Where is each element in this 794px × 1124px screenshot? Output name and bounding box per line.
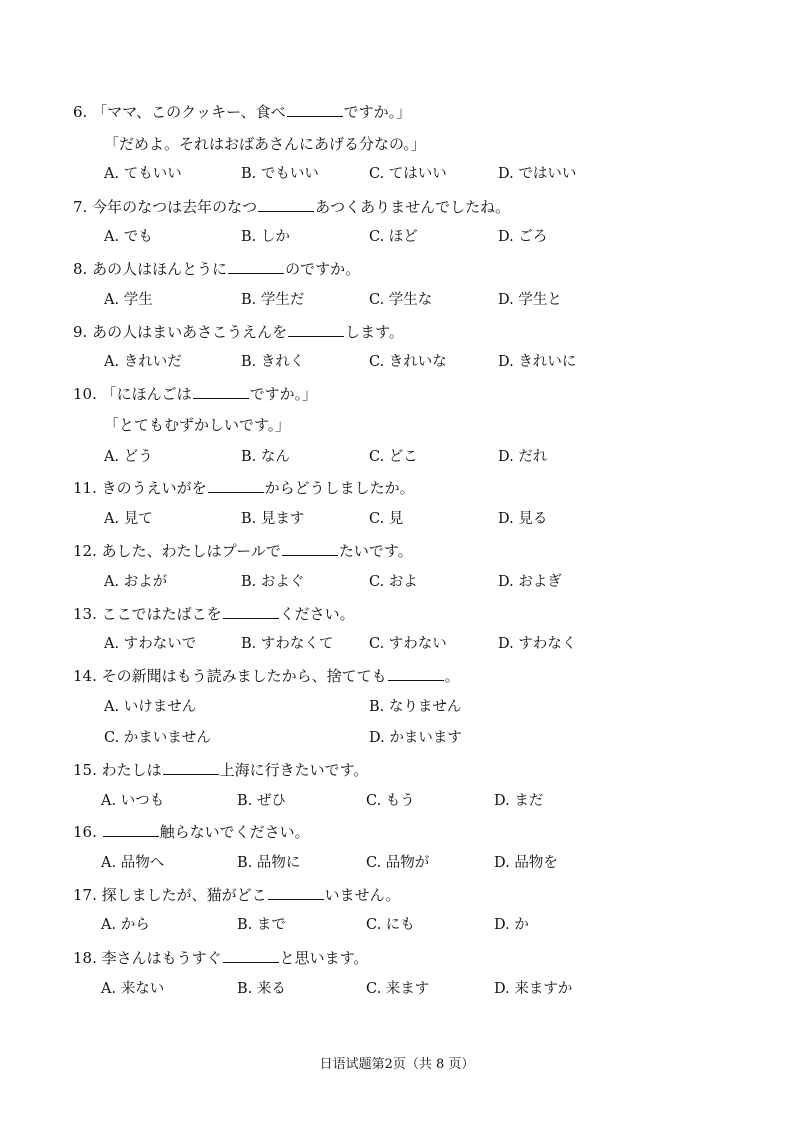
option-d[interactable]: D. およぎ — [498, 574, 562, 590]
option-b[interactable]: B. 品物に — [237, 855, 301, 871]
answer-blank[interactable] — [103, 822, 159, 837]
question-text: 16. — [73, 823, 102, 841]
question-text: あつくありませんでしたね。 — [315, 198, 511, 216]
option-c[interactable]: C. ほど — [369, 229, 418, 245]
answer-blank[interactable] — [223, 948, 279, 963]
question-text: 11. きのうえいがを — [73, 479, 207, 497]
question-13-line-1 — [73, 604, 355, 624]
question-text: と思います。 — [279, 949, 369, 967]
option-d[interactable]: D. 見る — [498, 511, 548, 527]
option-c[interactable]: C. 見 — [369, 511, 404, 527]
option-c[interactable]: C. にも — [366, 917, 415, 933]
option-a[interactable]: A. 見て — [104, 511, 153, 527]
answer-blank[interactable] — [282, 541, 338, 556]
question-18-line-1 — [73, 948, 368, 968]
question-text: 「だめよ。それはおばあさんにあげる分なの。」 — [104, 135, 426, 153]
answer-blank[interactable] — [288, 322, 344, 337]
question-17-line-1 — [73, 885, 401, 905]
answer-blank[interactable] — [208, 478, 264, 493]
question-8-line-1 — [73, 259, 360, 279]
page-footer: 日语试题第2页（共 8 页） — [319, 1057, 475, 1072]
option-a[interactable]: A. どう — [104, 449, 153, 465]
option-b[interactable]: B. しか — [241, 229, 290, 245]
question-6-line-2 — [104, 134, 426, 154]
question-16-line-1 — [73, 822, 310, 842]
question-text: たいです。 — [338, 542, 413, 560]
option-a[interactable]: A. きれいだ — [104, 354, 182, 370]
option-b[interactable]: B. なん — [241, 449, 290, 465]
question-9-line-1 — [73, 322, 404, 342]
option-a[interactable]: A. すわないで — [104, 636, 197, 652]
question-text: 17. 探しましたが、猫がどこ — [73, 886, 267, 904]
option-d[interactable]: D. 品物を — [494, 855, 558, 871]
option-c[interactable]: C. きれいな — [369, 354, 447, 370]
option-c[interactable]: C. およ — [369, 574, 418, 590]
question-10-line-1 — [73, 384, 317, 404]
question-text: 上海に行きたいです。 — [219, 761, 369, 779]
option-a[interactable]: A. 学生 — [104, 292, 153, 308]
option-d[interactable]: D. 来ますか — [494, 981, 573, 997]
question-text: 8. あの人はほんとうに — [73, 260, 228, 278]
option-b[interactable]: B. すわなくて — [241, 636, 334, 652]
option-d[interactable]: D. ごろ — [498, 229, 548, 245]
answer-blank[interactable] — [258, 197, 314, 212]
option-b[interactable]: B. ぜひ — [237, 793, 286, 809]
question-text: 14. その新聞はもう読みましたから、捨てても — [73, 667, 387, 685]
answer-blank[interactable] — [268, 885, 324, 900]
answer-blank[interactable] — [388, 666, 444, 681]
question-12-line-1 — [73, 541, 413, 561]
option-c[interactable]: C. もう — [366, 793, 415, 809]
question-text: 6. 「ママ、このクッキー、食べ — [73, 103, 286, 121]
question-7-line-1 — [73, 197, 510, 217]
question-text: 触らないでください。 — [159, 823, 310, 841]
answer-blank[interactable] — [287, 102, 343, 117]
answer-blank[interactable] — [228, 259, 284, 274]
question-text: します。 — [345, 323, 404, 341]
option-a[interactable]: A. いけません — [104, 699, 197, 715]
option-d[interactable]: D. まだ — [494, 793, 544, 809]
question-text: 9. あの人はまいあさこうえんを — [73, 323, 288, 341]
option-c[interactable]: C. 学生な — [369, 292, 433, 308]
question-text: 18. 李さんはもうすぐ — [73, 949, 222, 967]
option-d[interactable]: D. すわなく — [498, 636, 577, 652]
option-b[interactable]: B. なりません — [369, 699, 462, 715]
option-d[interactable]: D. 学生と — [498, 292, 562, 308]
question-text: 「とてもむずかしいです。」 — [104, 416, 291, 434]
option-a[interactable]: A. から — [101, 917, 150, 933]
option-a[interactable]: A. でも — [104, 229, 153, 245]
answer-blank[interactable] — [193, 384, 249, 399]
option-a[interactable]: A. 来ない — [101, 981, 165, 997]
option-c[interactable]: C. 品物が — [366, 855, 430, 871]
option-b[interactable]: B. まで — [237, 917, 286, 933]
option-b[interactable]: B. でもいい — [241, 166, 319, 182]
option-b[interactable]: B. きれく — [241, 354, 305, 370]
question-11-line-1 — [73, 478, 415, 498]
question-text: いません。 — [324, 886, 401, 904]
answer-blank[interactable] — [163, 760, 219, 775]
question-text: 12. あした、わたしはプールで — [73, 542, 281, 560]
option-a[interactable]: A. てもいい — [104, 166, 182, 182]
option-d[interactable]: D. きれいに — [498, 354, 577, 370]
question-text: 10. 「にほんごは — [73, 385, 192, 403]
option-d[interactable]: D. だれ — [498, 449, 548, 465]
question-text: 13. ここではたばこを — [73, 605, 222, 623]
question-14-line-1 — [73, 666, 460, 686]
question-text: のですか。 — [285, 260, 361, 278]
option-d[interactable]: D. ではいい — [498, 166, 577, 182]
question-text: ください。 — [279, 605, 355, 623]
option-b[interactable]: B. 見ます — [241, 511, 305, 527]
option-a[interactable]: A. いつも — [101, 793, 165, 809]
option-b[interactable]: B. 来る — [237, 981, 286, 997]
question-text: 。 — [444, 667, 460, 685]
option-c[interactable]: C. てはいい — [369, 166, 447, 182]
question-text: 7. 今年のなつは去年のなつ — [73, 198, 258, 216]
option-c[interactable]: C. かまいません — [104, 730, 211, 746]
option-c[interactable]: C. 来ます — [366, 981, 430, 997]
option-b[interactable]: B. およぐ — [241, 574, 305, 590]
question-text: ですか。」 — [249, 385, 318, 403]
answer-blank[interactable] — [223, 604, 279, 619]
option-c[interactable]: C. どこ — [369, 449, 418, 465]
question-text: ですか。」 — [343, 103, 412, 121]
option-b[interactable]: B. 学生だ — [241, 292, 305, 308]
question-6-line-1 — [73, 102, 411, 122]
question-10-line-2 — [104, 415, 290, 435]
option-d[interactable]: D. か — [494, 917, 529, 933]
option-d[interactable]: D. かまいます — [369, 730, 462, 746]
option-a[interactable]: A. およが — [104, 574, 168, 590]
question-text: 15. わたしは — [73, 761, 162, 779]
question-text: からどうしましたか。 — [264, 479, 415, 497]
question-15-line-1 — [73, 760, 368, 780]
option-c[interactable]: C. すわない — [369, 636, 447, 652]
option-a[interactable]: A. 品物へ — [101, 855, 165, 871]
